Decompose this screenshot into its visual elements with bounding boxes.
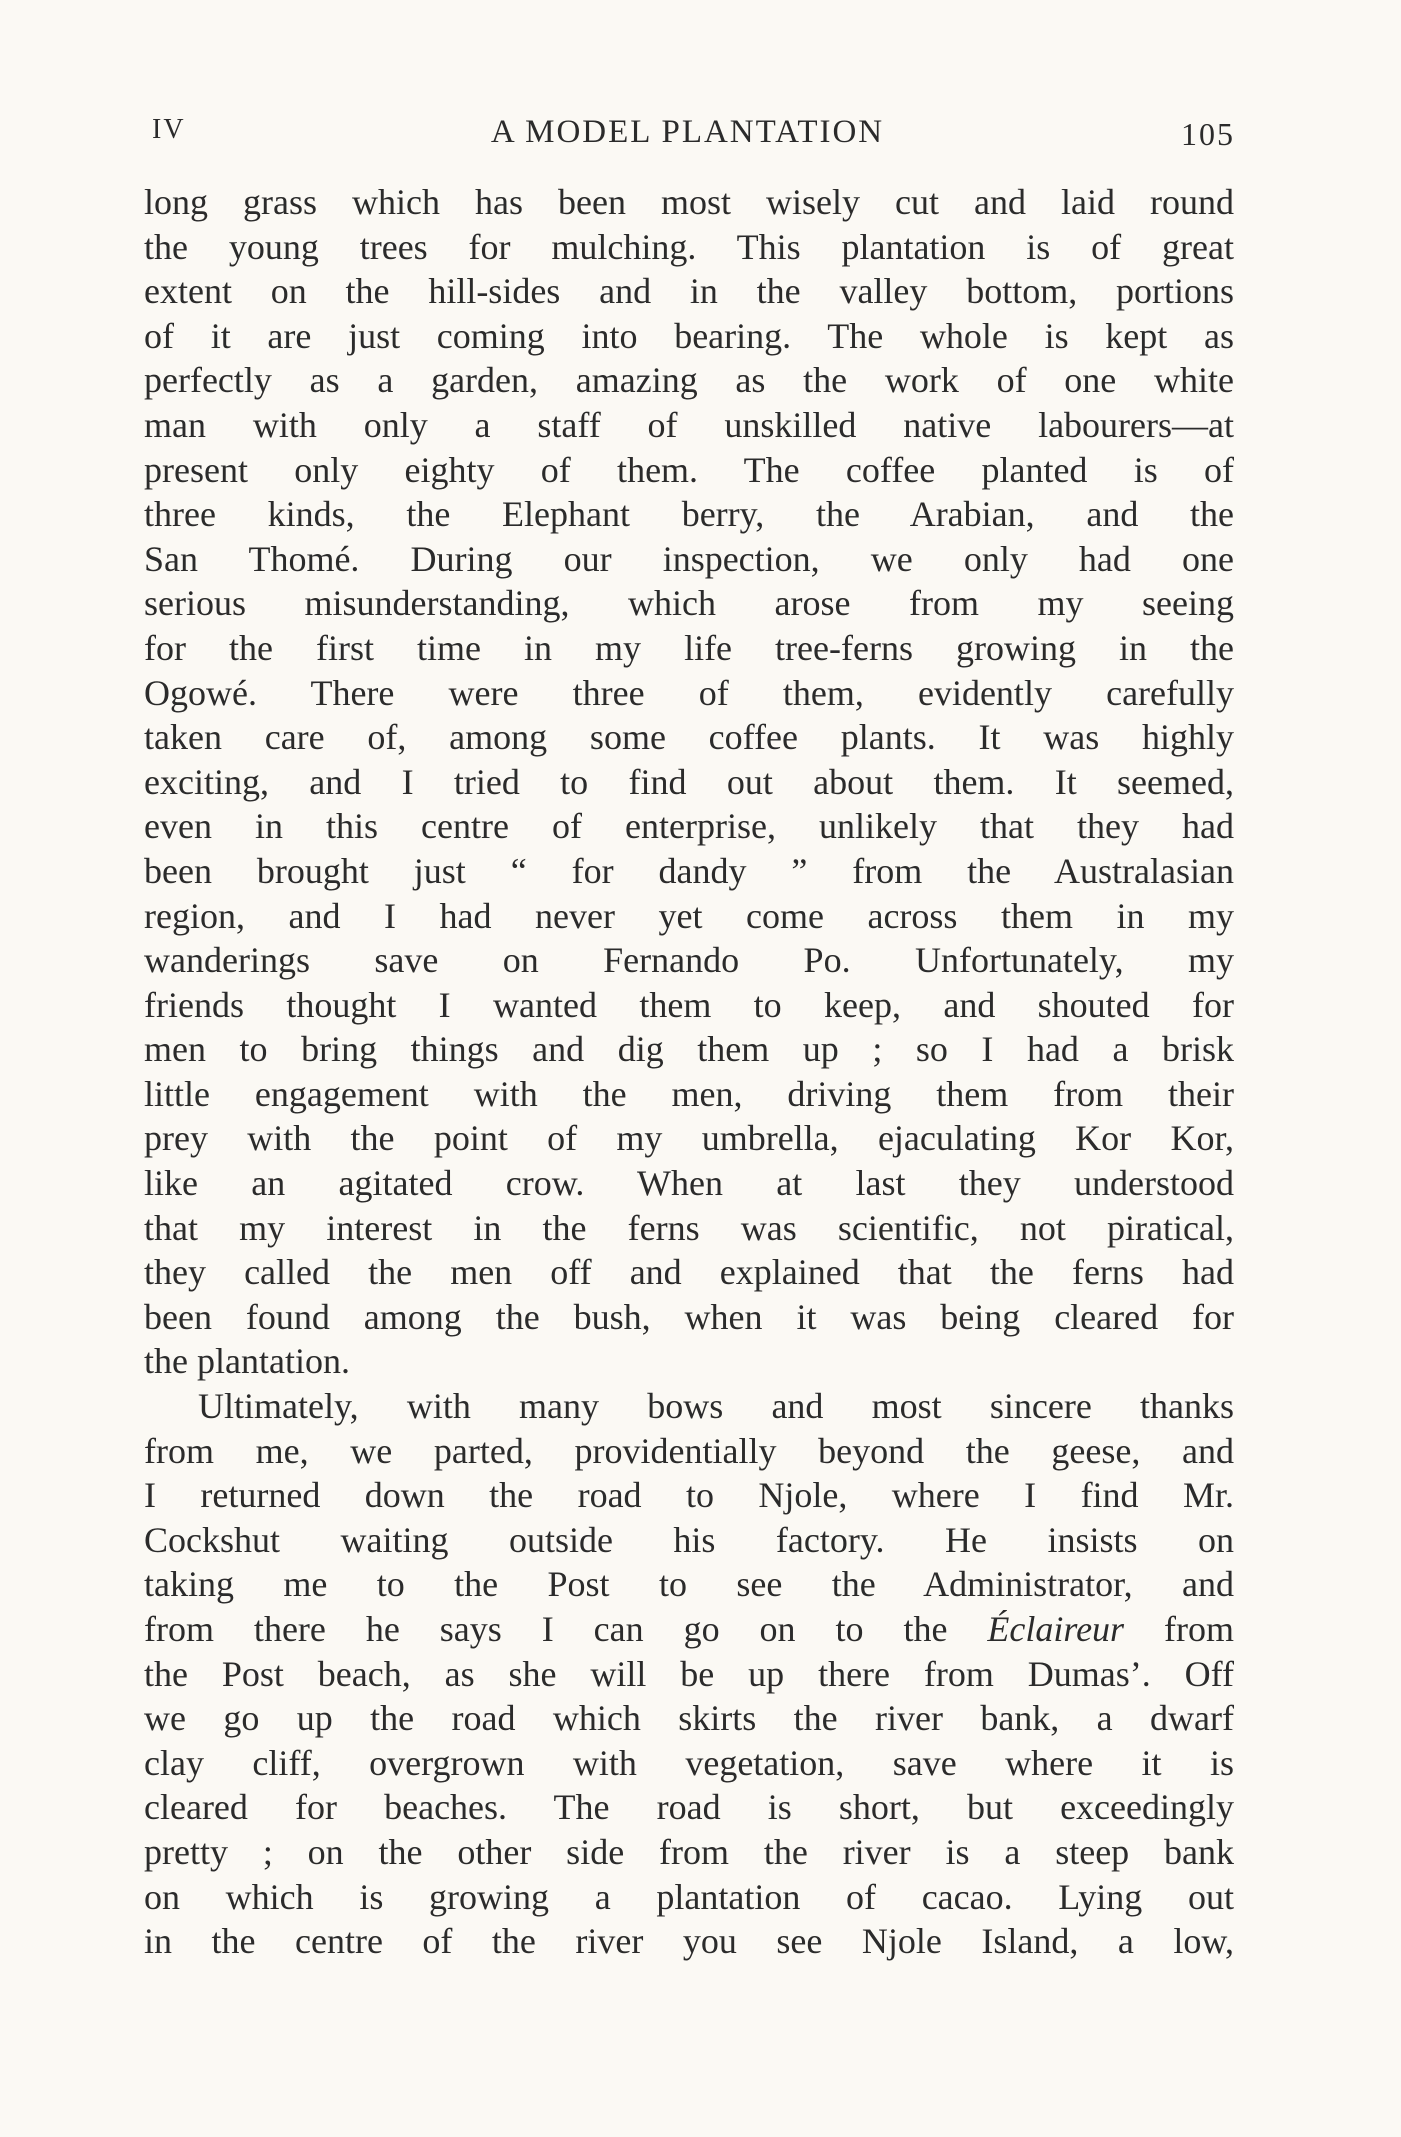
- text-line: that my interest in the ferns was scientific, not piratical,: [144, 1207, 1234, 1248]
- text-line: in the centre of the river you see Njole Island, a low,: [144, 1921, 1234, 1962]
- text-line: the young trees for mulching. This plantation is of great: [144, 226, 1234, 267]
- text-line: prey with the point of my umbrella, ejaculating Kor Kor,: [144, 1118, 1234, 1159]
- page-number: 105: [1181, 116, 1235, 152]
- chapter-number: IV: [152, 114, 186, 145]
- text-line: even in this centre of enterprise, unlikely that they had: [144, 806, 1234, 847]
- text-line: the plantation.: [144, 1341, 350, 1382]
- text-line: friends thought I wanted them to keep, and shouted for: [144, 984, 1234, 1025]
- text-line: like an agitated crow. When at last they understood: [144, 1163, 1234, 1204]
- text-line: pretty ; on the other side from the river is a steep bank: [144, 1831, 1234, 1872]
- text-line: [144, 1607, 1234, 1652]
- text-line: little engagement with the men, driving them from their: [144, 1073, 1234, 1114]
- text-line: perfectly as a garden, amazing as the work of one white: [144, 360, 1234, 401]
- text-line: three kinds, the Elephant berry, the Arabian, and the: [144, 494, 1234, 535]
- paragraph: [144, 180, 1234, 1384]
- text-line: serious misunderstanding, which arose from my seeing: [144, 583, 1234, 624]
- text-line: been brought just “ for dandy ” from the Australasian: [144, 850, 1234, 891]
- text-line: we go up the road which skirts the river bank, a dwarf: [144, 1698, 1234, 1739]
- text-line: long grass which has been most wisely cut and laid round: [144, 182, 1234, 222]
- text-line: clay cliff, overgrown with vegetation, save where it is: [144, 1742, 1234, 1783]
- text-line: taken care of, among some coffee plants. It was highly: [144, 717, 1234, 758]
- text-line: of it are just coming into bearing. The whole is kept as: [144, 315, 1234, 356]
- text-line: been found among the bush, when it was being cleared for: [144, 1296, 1234, 1337]
- text-line: I returned down the road to Njole, where I find Mr.: [144, 1475, 1234, 1516]
- text-line: from me, we parted, providentially beyond the geese, and: [144, 1430, 1234, 1471]
- text-line: taking me to the Post to see the Administrator, and: [144, 1564, 1234, 1605]
- text-line: cleared for beaches. The road is short, but exceedingly: [144, 1787, 1234, 1828]
- text-segment: from: [1164, 1609, 1234, 1649]
- text-line: the Post beach, as she will be up there from Dumas’. Off: [144, 1653, 1234, 1694]
- running-title: A MODEL PLANTATION: [490, 114, 885, 150]
- running-head: [140, 114, 1235, 154]
- text-line: San Thomé. During our inspection, we only had one: [144, 538, 1234, 579]
- text-line: they called the men off and explained that the ferns had: [144, 1252, 1234, 1293]
- text-line: region, and I had never yet come across them in my: [144, 895, 1234, 936]
- text-line: extent on the hill-sides and in the valley bottom, portions: [144, 271, 1234, 312]
- text-line: man with only a staff of unskilled native labourers—at: [144, 404, 1234, 445]
- body-text: [144, 180, 1234, 1964]
- text-line: exciting, and I tried to find out about them. It seemed,: [144, 761, 1234, 802]
- text-line: wanderings save on Fernando Po. Unfortunately, my: [144, 940, 1234, 981]
- text-line: present only eighty of them. The coffee planted is of: [144, 449, 1234, 490]
- text-segment: from there he says I can go on to the: [144, 1609, 948, 1649]
- ship-name: Éclaireur: [987, 1609, 1125, 1649]
- text-line: on which is growing a plantation of cacao. Lying out: [144, 1876, 1234, 1917]
- text-line: Ultimately, with many bows and most sincere thanks: [198, 1386, 1234, 1427]
- text-line: Cockshut waiting outside his factory. He insists on: [144, 1519, 1234, 1560]
- paragraph: [144, 1384, 1234, 1964]
- text-line: Ogowé. There were three of them, evidently carefully: [144, 672, 1234, 713]
- text-line: men to bring things and dig them up ; so I had a brisk: [144, 1029, 1234, 1070]
- text-line: for the first time in my life tree-ferns growing in the: [144, 627, 1234, 668]
